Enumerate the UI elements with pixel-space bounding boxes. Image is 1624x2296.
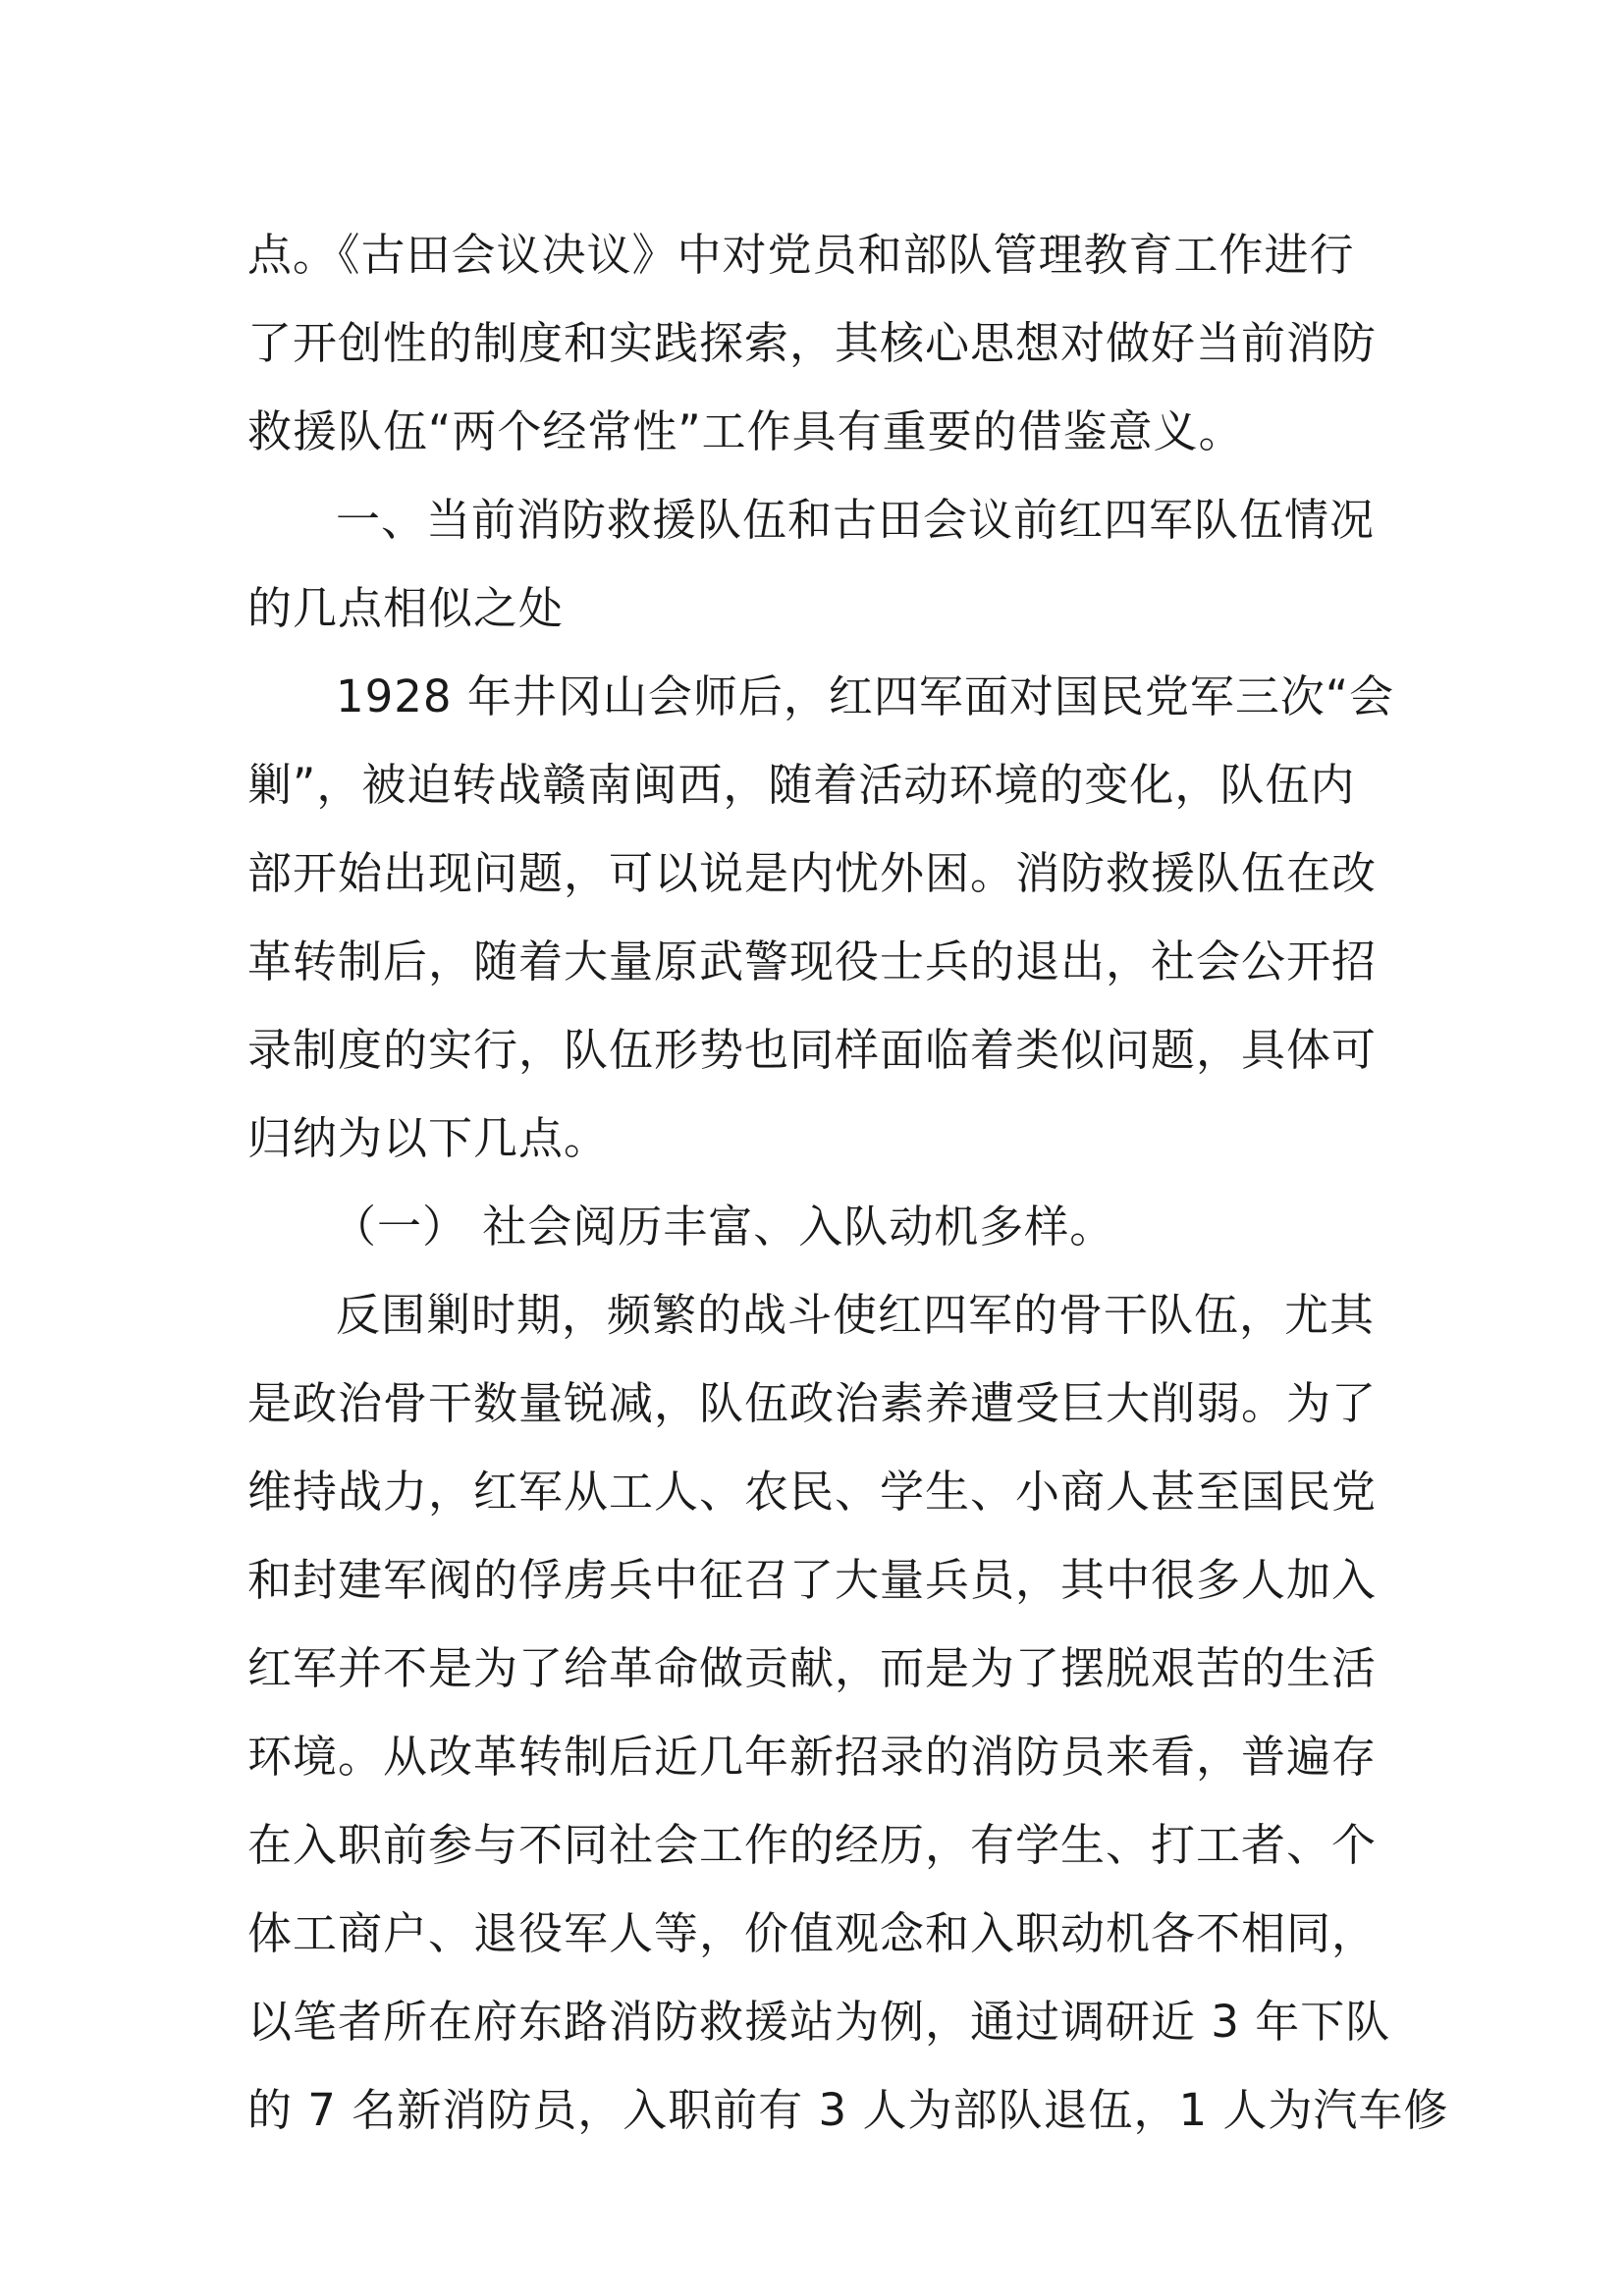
text-line: 是政治骨干数量锐减，队伍政治素养遭受巨大削弱。为了 [247,1377,1378,1429]
text-line: 环境。从改革转制后近几年新招录的消防员来看，普遍存 [247,1731,1378,1783]
text-line: 了开创性的制度和实践探索，其核心思想对做好当前消防 [247,317,1378,369]
section-heading: 一、当前消防救援队伍和古田会议前红四军队伍情况 [336,494,1376,546]
section-heading-continued: 的几点相似之处 [247,582,565,634]
text-line: 点。《古田会议决议》中对党员和部队管理教育工作进行 [247,229,1355,281]
text-line: 部开始出现问题，可以说是内忧外困。消防救援队伍在改 [247,847,1378,899]
text-line: 剿”，被迫转战赣南闽西，随着活动环境的变化，队伍内 [247,759,1356,811]
text-line: 革转制后，随着大量原武警现役士兵的退出，社会公开招 [247,935,1378,988]
paragraph-start: 1928 年井冈山会师后，红四军面对国民党军三次“会 [336,670,1395,722]
text-line: 救援队伍“两个经常性”工作具有重要的借鉴意义。 [247,405,1244,457]
text-line: 和封建军阀的俘虏兵中征召了大量兵员，其中很多人加入 [247,1554,1378,1606]
text-line: 录制度的实行，队伍形势也同样面临着类似问题，具体可 [247,1024,1378,1076]
text-line: 归纳为以下几点。 [247,1112,610,1164]
text-line: 体工商户、退役军人等，价值观念和入职动机各不相同， [247,1907,1378,1959]
text-line: 红军并不是为了给革命做贡献，而是为了摆脱艰苦的生活 [247,1642,1378,1694]
text-line: 的 7 名新消防员，入职前有 3 人为部队退伍，1 人为汽车修 [247,2084,1449,2136]
paragraph-start: 反围剿时期，频繁的战斗使红四军的骨干队伍，尤其 [336,1289,1376,1341]
text-line: 以笔者所在府东路消防救援站为例，通过调研近 3 年下队 [247,1996,1391,2048]
text-line: 在入职前参与不同社会工作的经历，有学生、打工者、个 [247,1819,1378,1871]
text-line: 维持战力，红军从工人、农民、学生、小商人甚至国民党 [247,1466,1378,1518]
subsection-heading: （一） 社会阅历丰富、入队动机多样。 [332,1201,1115,1253]
